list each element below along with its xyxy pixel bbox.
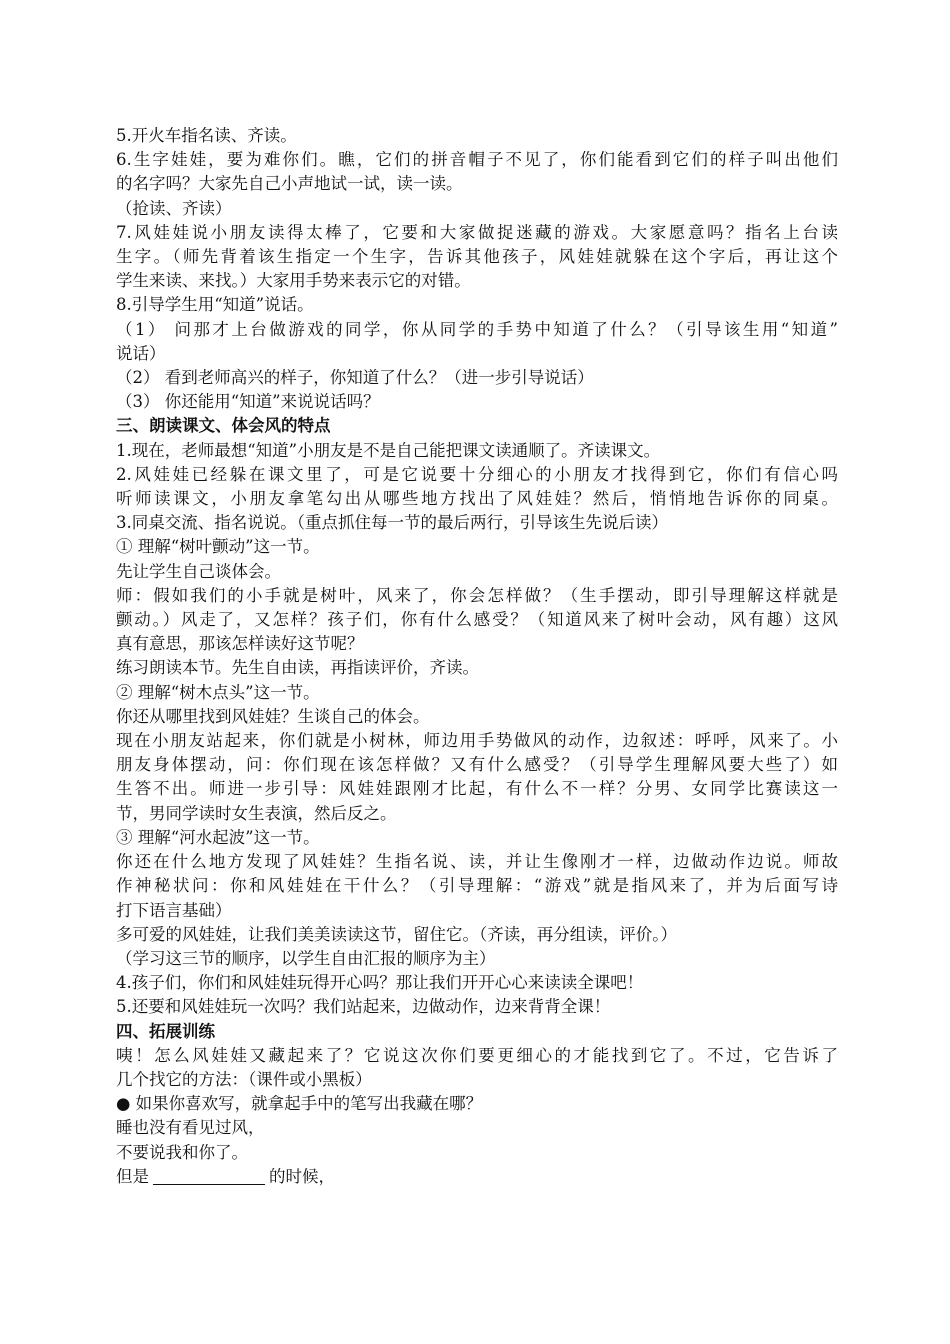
text-line: 咦！怎么风娃娃又藏起来了？它说这次你们要更细心的才能找到它了。不过，它告诉了 (116, 1045, 838, 1065)
text-line: 颤动。）风走了，又怎样？孩子们，你有什么感受？（知道风来了树叶会动，风有趣）这风 (116, 610, 838, 630)
section-heading: 三、朗读课文、体会风的特点 (116, 416, 331, 436)
text-line: 你还从哪里找到风娃娃？生谈自己的体会。 (116, 706, 430, 726)
text-line: 5.还要和风娃娃玩一次吗？我们站起来，边做动作，边来背背全课！ (116, 997, 611, 1017)
text-line: （学习这三节的顺序，以学生自由汇报的顺序为主） (116, 948, 496, 968)
text-line: 几个找它的方法：（课件或小黑板） (116, 1069, 372, 1089)
text-line: 朋友身体摆动，问：你们现在该怎样做？又有什么感受？（引导学生理解风要大些了）如 (116, 755, 838, 775)
fill-in-prefix: 但是 (116, 1166, 149, 1186)
text-line: 7.风娃娃说小朋友读得太棒了，它要和大家做捉迷藏的游戏。大家愿意吗？指名上台读 (116, 222, 838, 242)
text-line: 6.生字娃娃，要为难你们。瞧，它们的拼音帽子不见了，你们能看到它们的样子叫出他们 (116, 150, 838, 170)
text-line: 先让学生自己谈体会。 (116, 561, 281, 581)
text-line: ② 理解“树木点头”这一节。 (116, 682, 320, 702)
text-line: 不要说我和你了。 (116, 1142, 248, 1162)
text-line: 生字。（师先背着该生指定一个生字，告诉其他孩子，风娃娃就躲在这个字后，再让这个 (116, 247, 838, 267)
section-heading: 四、拓展训练 (116, 1021, 215, 1041)
text-line: 你还在什么地方发现了风娃娃？生指名说、读，并让生像刚才一样，边做动作边说。师故 (116, 852, 838, 872)
text-line: （1） 问那才上台做游戏的同学，你从同学的手势中知道了什么？（引导该生用“知道” (116, 319, 838, 339)
document-page (116, 124, 838, 1189)
text-line: 的名字吗？大家先自己小声地试一试，读一读。 (116, 174, 463, 194)
text-line: 2.风娃娃已经躲在课文里了，可是它说要十分细心的小朋友才找得到它，你们有信心吗 (116, 464, 838, 484)
text-line: （2） 看到老师高兴的样子，你知道了什么？（进一步引导说话） (116, 368, 594, 388)
text-line: （3） 你还能用“知道”来说说话吗？ (116, 392, 380, 412)
fill-in-line (116, 1165, 838, 1189)
text-line: 3.同桌交流、指名说说。（重点抓住每一节的最后两行，引导该生先说后读） (116, 513, 668, 533)
text-line: 生答不出。师进一步引导：风娃娃跟刚才比起，有什么不一样？分男、女同学比赛读这一 (116, 779, 838, 799)
text-line: 节，男同学读时女生表演，然后反之。 (116, 803, 397, 823)
text-line: 多可爱的风娃娃，让我们美美读读这节，留住它。（齐读，再分组读，评价。） (116, 924, 677, 944)
text-line: ③ 理解“河水起波”这一节。 (116, 827, 320, 847)
text-line: 4.孩子们，你们和风娃娃玩得开心吗？那让我们开开心心来读读全课吧！ (116, 973, 644, 993)
text-line: 睡也没有看见过风， (116, 1118, 265, 1138)
bullet-line: ● 如果你喜欢写，就拿起手中的笔写出我藏在哪？ (116, 1094, 483, 1114)
text-line: 真有意思，那该怎样读好这节呢？ (116, 634, 364, 654)
text-line: 1.现在，老师最想“知道”小朋友是不是自己能把课文读通顺了。齐读课文。 (116, 440, 661, 460)
text-line: 5.开火车指名读、齐读。 (116, 126, 297, 145)
text-line: 现在小朋友站起来，你们就是小树林，师边用手势做风的动作，边叙述：呼呼，风来了。小 (116, 731, 838, 751)
fill-in-blank (153, 1168, 265, 1185)
text-line: 打下语言基础） (116, 900, 232, 920)
text-line: （抢读、齐读） (116, 198, 232, 218)
text-line: 练习朗读本节。先生自由读，再指读评价，齐读。 (116, 658, 479, 678)
text-line: 师：假如我们的小手就是树叶，风来了，你会怎样做？（生手摆动，即引导理解这样就是 (116, 585, 838, 605)
text-line: 听师读课文，小朋友拿笔勾出从哪些地方找出了风娃娃？然后，悄悄地告诉你的同桌。 (116, 489, 838, 509)
text-line: ① 理解“树叶颤动”这一节。 (116, 537, 320, 557)
text-line: 8.引导学生用“知道”说话。 (116, 295, 314, 315)
fill-in-suffix: 的时候， (269, 1166, 335, 1186)
text-line: 作神秘状问：你和风娃娃在干什么？（引导理解：“游戏”就是指风来了，并为后面写诗 (116, 876, 838, 896)
text-line: 学生来读、来找。）大家用手势来表示它的对错。 (116, 271, 471, 291)
text-line: 说话） (116, 343, 166, 363)
